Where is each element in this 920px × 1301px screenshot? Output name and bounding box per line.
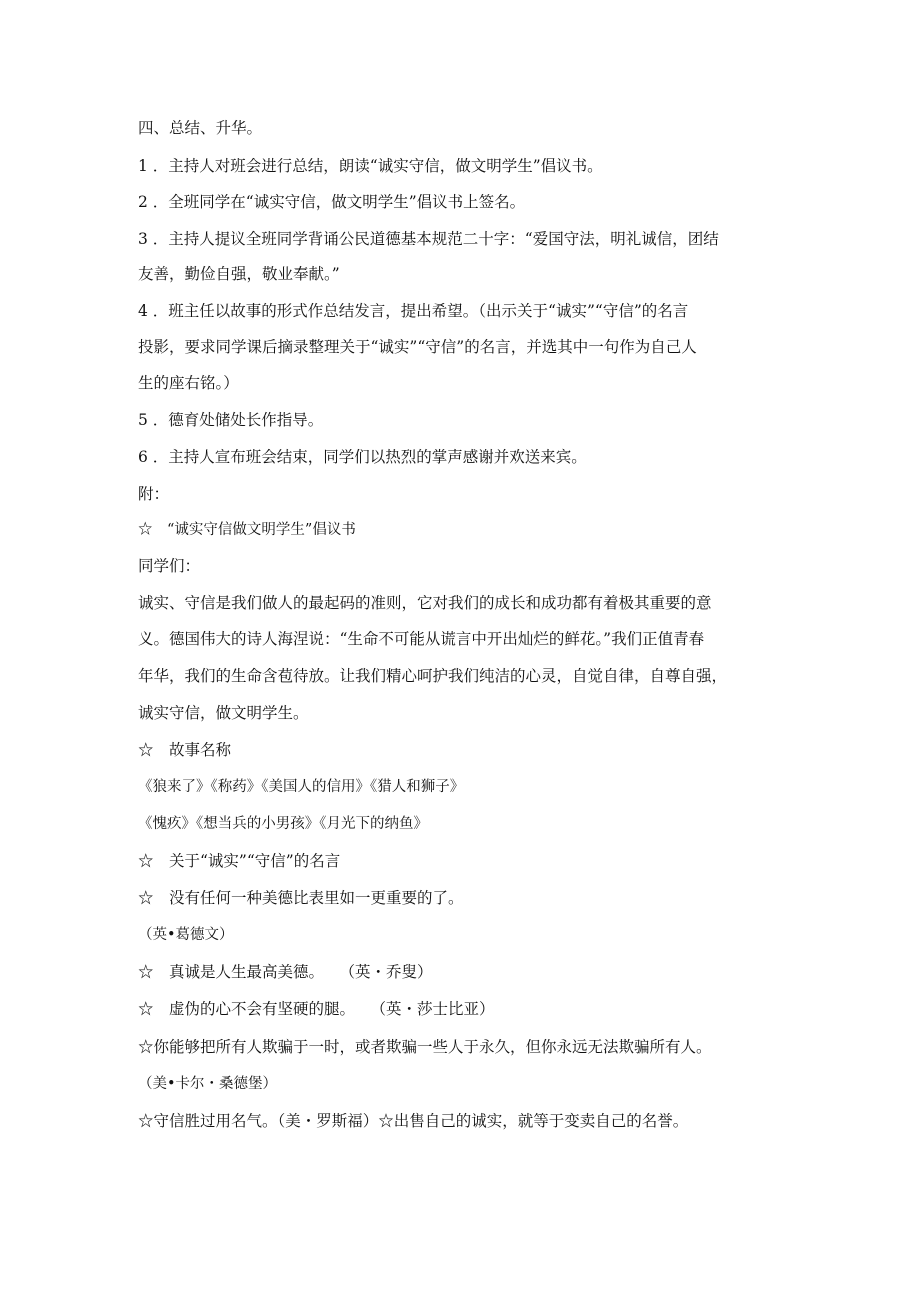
story-list-line: 《愧疚》《想当兵的小男孩》《月光下的纳鱼》 [138,816,428,832]
story-list-line: 《狼来了》《称药》《美国人的信用》《猎人和狮子》 [138,779,465,795]
proposal-title: ☆ “诚实守信做文明学生”倡议书 [138,522,356,538]
list-item-5: 5 ．德育处储处长作指导。 [138,411,324,429]
quotes-heading: ☆ 关于“诚实”“守信”的名言 [138,852,341,870]
appendix-label: 附： [138,485,170,503]
list-item-2: 2 ．全班同学在“诚实守信，做文明学生”倡议书上签名。 [138,193,526,211]
proposal-body-line: 诚实守信，做文明学生。 [138,704,309,722]
list-item-4-cont-2: 生的座右铭。） [138,374,239,392]
quote-line: ☆守信胜过用名气。（美・罗斯福）☆出售自己的诚实，就等于变卖自己的名誉。 [138,1112,689,1130]
list-item-3-cont: 友善，勤俭自强，敬业奉献。” [138,265,340,283]
quote-attribution: （美•卡尔・桑德堡） [138,1076,278,1092]
quote-line: ☆ 虚伪的心不会有坚硬的腿。 （英・莎士比亚） [138,1000,495,1018]
quote-attribution: （英•葛德文） [138,927,234,943]
proposal-body-line: 年华，我们的生命含苞待放。让我们精心呵护我们纯洁的心灵，自觉自律，自尊自强， [138,667,728,685]
proposal-greeting: 同学们： [138,557,201,575]
quote-line: ☆你能够把所有人欺骗于一时，或者欺骗一些人于永久，但你永远无法欺骗所有人。 [138,1038,712,1056]
list-item-4: 4 ．班主任以故事的形式作总结发言，提出希望。（出示关于“诚实”“守信”的名言 [138,302,689,320]
quote-line: ☆ 真诚是人生最高美德。 （英・乔叟） [138,963,433,981]
list-item-4-cont-1: 投影，要求同学课后摘录整理关于“诚实”“守信”的名言，并选其中一句作为自己人 [138,338,697,356]
quote-line: ☆ 没有任何一种美德比表里如一更重要的了。 [138,889,464,907]
proposal-body-line: 义。德国伟大的诗人海涅说：“生命不可能从谎言中开出灿烂的鲜花。”我们正值青春 [138,630,705,648]
proposal-body-line: 诚实、守信是我们做人的最起码的准则，它对我们的成长和成功都有着极其重要的意 [138,594,712,612]
list-item-6: 6 ．主持人宣布班会结束，同学们以热烈的掌声感谢并欢送来宾。 [138,448,587,466]
stories-heading: ☆ 故事名称 [138,741,232,759]
list-item-1: 1 ．主持人对班会进行总结，朗读“诚实守信，做文明学生”倡议书。 [138,157,603,175]
section-title: 四、总结、升华。 [138,119,263,137]
list-item-3: 3 ．主持人提议全班同学背诵公民道德基本规范二十字：“爱国守法，明礼诚信，团结 [138,230,719,248]
